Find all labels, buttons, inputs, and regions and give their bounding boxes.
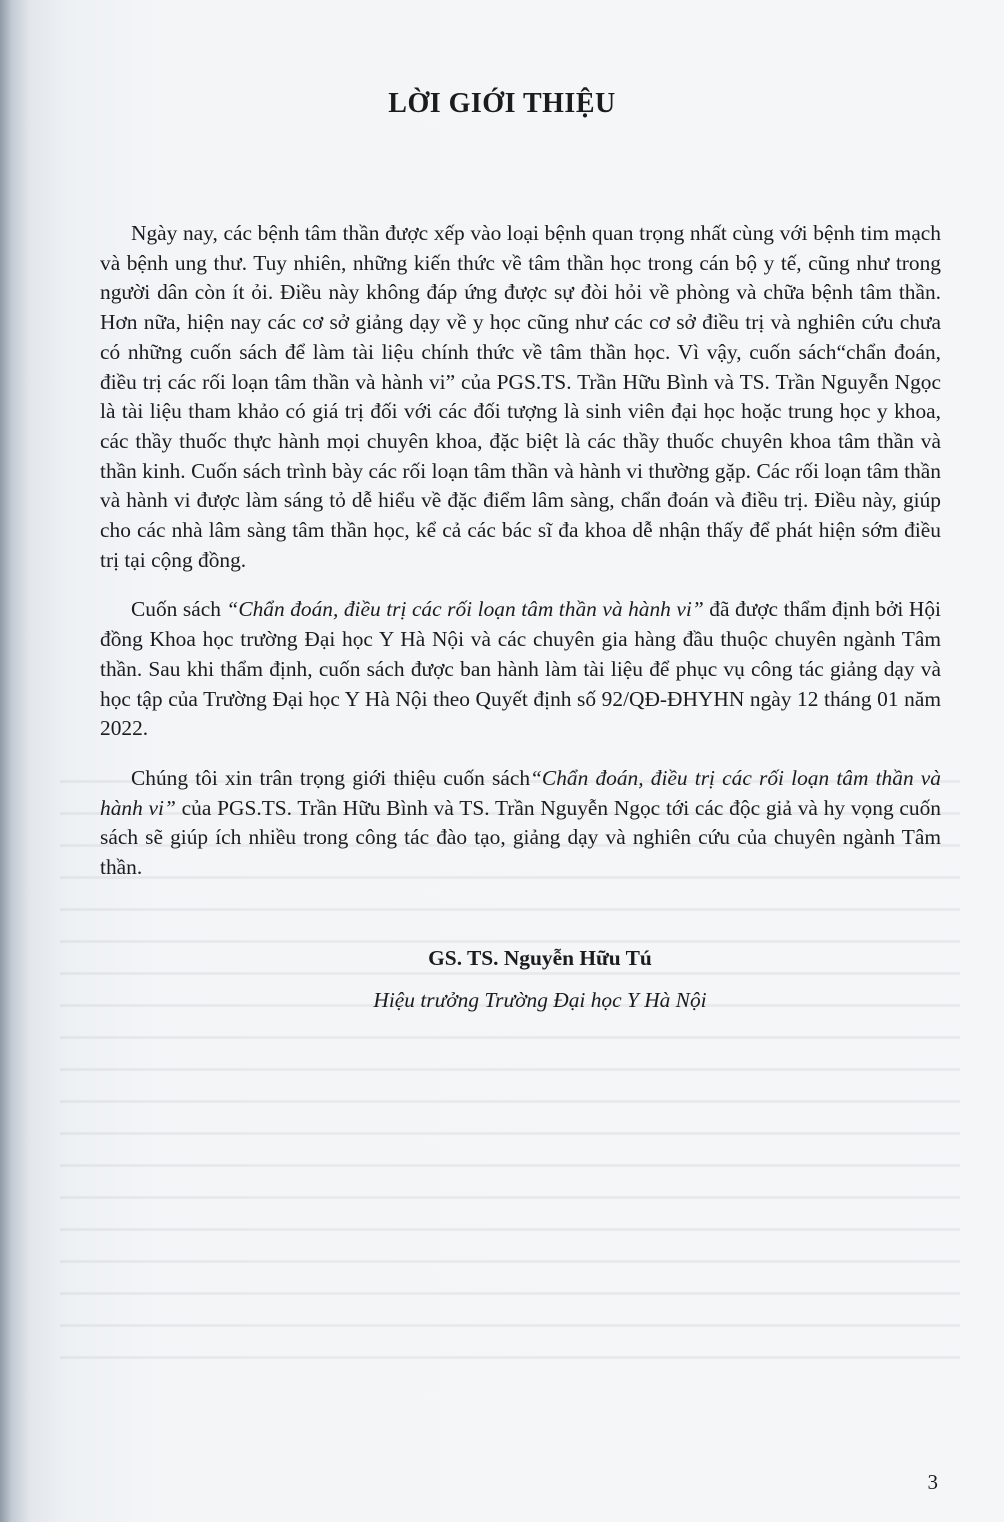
page-title: LỜI GIỚI THIỆU — [388, 88, 616, 119]
signature-name: GS. TS. Nguyễn Hữu Tú — [428, 946, 652, 970]
paragraph-3-book-title: “Chẩn đoán, điều trị các rối loạn tâm thần và hành vi” — [100, 765, 942, 820]
paragraph-2-rest: đã được thẩm định bởi Hội đồng Khoa học trường Đại học Y Hà Nội và các chuyên gia hàng đầu thuộc chuyên ngành Tâm thần. Sau khi thẩm định, cuốn sách được ban hành làm tài liệu để phục vụ công tác giảng dạy và học tập của Trường Đại học Y Hà Nội theo Quyết định số 92/QĐ-ĐHYHN ngày 12 tháng 01 năm 2022. — [100, 597, 941, 741]
paragraph-2-book-title: “Chẩn đoán, điều trị các rối loạn tâm thần và hành vi” — [226, 597, 704, 622]
body-text — [100, 219, 941, 903]
signature-role: Hiệu trưởng Trường Đại học Y Hà Nội — [373, 988, 707, 1012]
paragraph-3 — [100, 764, 941, 883]
paragraph-1: Ngày nay, các bệnh tâm thần được xếp vào loại bệnh quan trọng nhất cùng với bệnh tim mạch và bệnh ung thư. Tuy nhiên, những kiến thức về tâm thần học trong cán bộ y tế, cũng như trong người dân còn ít ỏi. Điều này không đáp ứng được sự đòi hỏi về phòng và chữa bệnh tâm thần. Hơn nữa, hiện nay các cơ sở giảng dạy về y học cũng như các cơ sở điều trị và nghiên cứu chưa có những cuốn sách để làm tài liệu chính thức về tâm thần học. Vì vậy, cuốn sách“chẩn đoán, điều trị các rối loạn tâm thần và hành vi” của PGS.TS. Trần Hữu Bình và TS. Trần Nguyễn Ngọc là tài liệu tham khảo có giá trị đối với các đối tượng là sinh viên đại học hoặc trung học y khoa, các thầy thuốc thực hành mọi chuyên khoa, đặc biệt là các thầy thuốc chuyên khoa tâm thần và thần kinh. Cuốn sách trình bày các rối loạn tâm thần và hành vi thường gặp. Các rối loạn tâm thần và hành vi được làm sáng tỏ dễ hiểu về đặc điểm lâm sàng, chẩn đoán và điều trị. Điều này, giúp cho các nhà lâm sàng tâm thần học, kể cả các bác sĩ đa khoa dễ nhận thấy để phát hiện sớm điều trị tại cộng đồng. — [100, 221, 941, 572]
paragraph-3-rest: của PGS.TS. Trần Hữu Bình và TS. Trần Nguyễn Ngọc tới các độc giả và hy vọng cuốn sách sẽ giúp ích nhiều trong công tác đào tạo, giảng dạy và nghiên cứu của chuyên ngành Tâm thần. — [100, 795, 941, 880]
page-number: 3 — [927, 1470, 938, 1494]
paragraph-3-lead: Chúng tôi xin trân trọng giới thiệu cuốn sách — [131, 765, 531, 790]
paragraph-2-lead: Cuốn sách — [131, 597, 227, 622]
paragraph-2 — [100, 595, 941, 744]
